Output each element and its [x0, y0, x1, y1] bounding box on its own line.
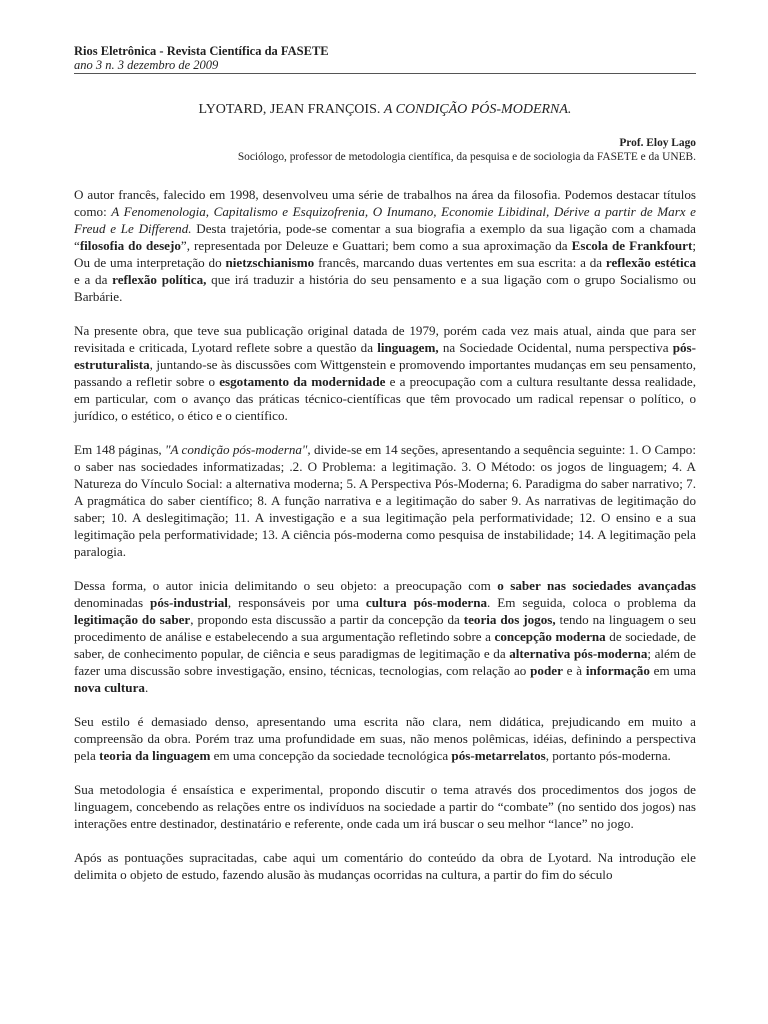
- paragraph-2: [74, 322, 696, 424]
- emphasis: cultura pós-moderna: [365, 595, 488, 610]
- text-run: francês, marcando duas vertentes em sua escrita: a da: [314, 255, 606, 270]
- text-run: divide-se em 14 seções, apresentando a sequência seguinte: 1. O Campo: o saber nas sociedades informatizadas; .2. O Problema: a legitimação. 3. O Método: os jogos de linguagem; 4. A Natureza do Vínculo Social: a alternativa moderna; 5. A Perspectiva Pós-Moderna; 6. Paradigma do saber narrativo; 7. A pragmática do saber científico; 8. A função narrativa e a legitimação do saber 9. As narrativas de legitimação do saber; 10. A deslegitimação; 11. A investigação e a sua legitimação pela performatividade; 12. O ensino e a sua legitimação pela performatividade; 13. A ciência pós-moderna como pesquisa de instabilidade; 14. A legitimação pela paralogia.: [74, 442, 696, 559]
- text-run: O autor francês, falecido em 1998, desenvolveu uma série de trabalhos na área da filosofia. Podemos destacar títulos como:: [74, 187, 696, 219]
- text-run: na Sociedade Ocidental, numa perspectiva: [438, 340, 673, 355]
- book-titles: A Fenomenologia, Capitalismo e Esquizofrenia, O Inumano, Economie Libidinal, Dérive a partir de Marx e Freud e Le Differend.: [74, 204, 696, 236]
- text-run: ; Ou de uma interpretação do: [74, 238, 696, 270]
- emphasis: concepção moderna: [494, 629, 606, 644]
- author-name: Prof. Eloy Lago: [619, 137, 696, 149]
- text-run: em uma: [649, 663, 696, 678]
- text-run: e a da: [74, 272, 113, 287]
- paragraph-7: Após as pontuações supracitadas, cabe aqui um comentário do conteúdo da obra de Lyotard. Na introdução ele delimita o objeto de estudo, fazendo alusão às mudanças ocorridas na cultura, a partir do fim do século: [74, 850, 696, 882]
- emphasis: teoria dos jogos,: [463, 612, 556, 627]
- emphasis: Escola de Frankfourt: [571, 238, 693, 253]
- journal-title: Rios Eletrônica - Revista Científica da FASETE: [74, 44, 329, 58]
- emphasis: pós-estruturalista: [74, 340, 697, 372]
- author-block: [74, 136, 696, 164]
- paragraph-3: [74, 441, 696, 560]
- text-run: Seu estilo é demasiado denso, apresentando uma escrita não clara, nem didática, prejudicando em muito a compreensão da obra. Porém traz uma profundidade em suas, não menos polêmicas, idéias, definindo a perspectiva pela: [74, 714, 696, 763]
- text-run: Desta trajetória, pode-se comentar a sua biografia a exemplo da sua ligação com a chamada “: [74, 221, 696, 253]
- emphasis: poder: [530, 663, 563, 678]
- text-run: e à: [562, 663, 586, 678]
- book-title: "A condição pós-moderna",: [164, 442, 311, 457]
- emphasis: filosofia do desejo: [79, 238, 181, 253]
- journal-issue: ano 3 n. 3 dezembro de 2009: [74, 58, 219, 72]
- title-author: LYOTARD, JEAN FRANÇOIS.: [198, 102, 384, 117]
- text-run: em uma concepção da sociedade tecnológica: [210, 748, 452, 763]
- text-run: . Em seguida, coloca o problema da: [487, 595, 696, 610]
- emphasis: reflexão política,: [112, 272, 207, 287]
- emphasis: informação: [585, 663, 650, 678]
- text-run: que irá traduzir a história do seu pensamento e a sua ligação com o grupo Socialismo ou Barbárie.: [74, 272, 696, 304]
- paragraph-1: [74, 186, 696, 305]
- emphasis: reflexão estética: [605, 255, 697, 270]
- journal-header: [74, 44, 329, 72]
- emphasis: nova cultura: [74, 680, 145, 695]
- header-rule: [74, 73, 696, 74]
- text-run: ”, representada por Deleuze e Guattari; bem como a sua aproximação da: [180, 238, 572, 253]
- text-run: Em 148 páginas,: [74, 442, 165, 457]
- emphasis: pós-metarrelatos: [451, 748, 546, 763]
- text-run: Na presente obra, que teve sua publicação original datada de 1979, porém cada vez mais atual, ainda que para ser revisitada e criticada, Lyotard reflete sobre a questão da: [74, 323, 696, 355]
- text-run: , propondo esta discussão a partir da concepção da: [190, 612, 464, 627]
- paragraph-4: [74, 577, 696, 696]
- document-title: [74, 101, 696, 118]
- text-run: tendo na linguagem o seu procedimento de análise e estabelecendo a sua argumentação refletindo sobre a: [74, 612, 696, 644]
- title-work: A CONDIÇÃO PÓS-MODERNA.: [383, 102, 572, 117]
- text-run: e a preocupação com a cultura resultante dessa realidade, em particular, com o avanço das práticas técnico-científicas que têm provocado um radical repensar o político, o jurídico, o estético, o ético e o científico.: [74, 374, 696, 423]
- emphasis: o saber nas sociedades avançadas: [497, 578, 696, 593]
- paragraph-5: [74, 713, 696, 764]
- emphasis: alternativa pós-moderna: [509, 646, 648, 661]
- emphasis: linguagem,: [377, 340, 439, 355]
- emphasis: nietzschianismo: [225, 255, 315, 270]
- text-run: denominadas: [74, 595, 151, 610]
- paragraph-6: Sua metodologia é ensaística e experimental, propondo discutir o tema através dos procedimentos dos jogos de linguagem, concebendo as relações entre os indivíduos na sociedade a partir do “combate” (no sentido dos jogos) nas interações entre destinador, destinatário e referente, onde cada um irá buscar o seu melhor “lance” no jogo.: [74, 782, 696, 831]
- emphasis: legitimação do saber: [74, 612, 191, 627]
- article-body: [74, 186, 696, 883]
- text-run: Dessa forma, o autor inicia delimitando o seu objeto: a preocupação com: [74, 578, 498, 593]
- author-affiliation: Sociólogo, professor de metodologia científica, da pesquisa e de sociologia da FASETE e da UNEB.: [237, 151, 696, 163]
- text-run: .: [144, 680, 149, 695]
- emphasis: teoria da linguagem: [99, 748, 211, 763]
- emphasis: pós-industrial: [150, 595, 228, 610]
- text-run: de sociedade, de saber, de conhecimento popular, de ciência e seus paradigmas de legitimação e da: [74, 629, 696, 661]
- text-run: , portanto pós-moderna.: [545, 748, 671, 763]
- text-run: , juntando-se às discussões com Wittgenstein e promovendo importantes mudanças em seu pensamento, passando a refletir sobre o: [74, 357, 696, 389]
- text-run: , responsáveis por uma: [227, 595, 366, 610]
- emphasis: esgotamento da modernidade: [219, 374, 386, 389]
- text-run: ; além de fazer uma discussão sobre investigação, ensino, técnicas, tecnologias, com relação ao: [74, 646, 696, 678]
